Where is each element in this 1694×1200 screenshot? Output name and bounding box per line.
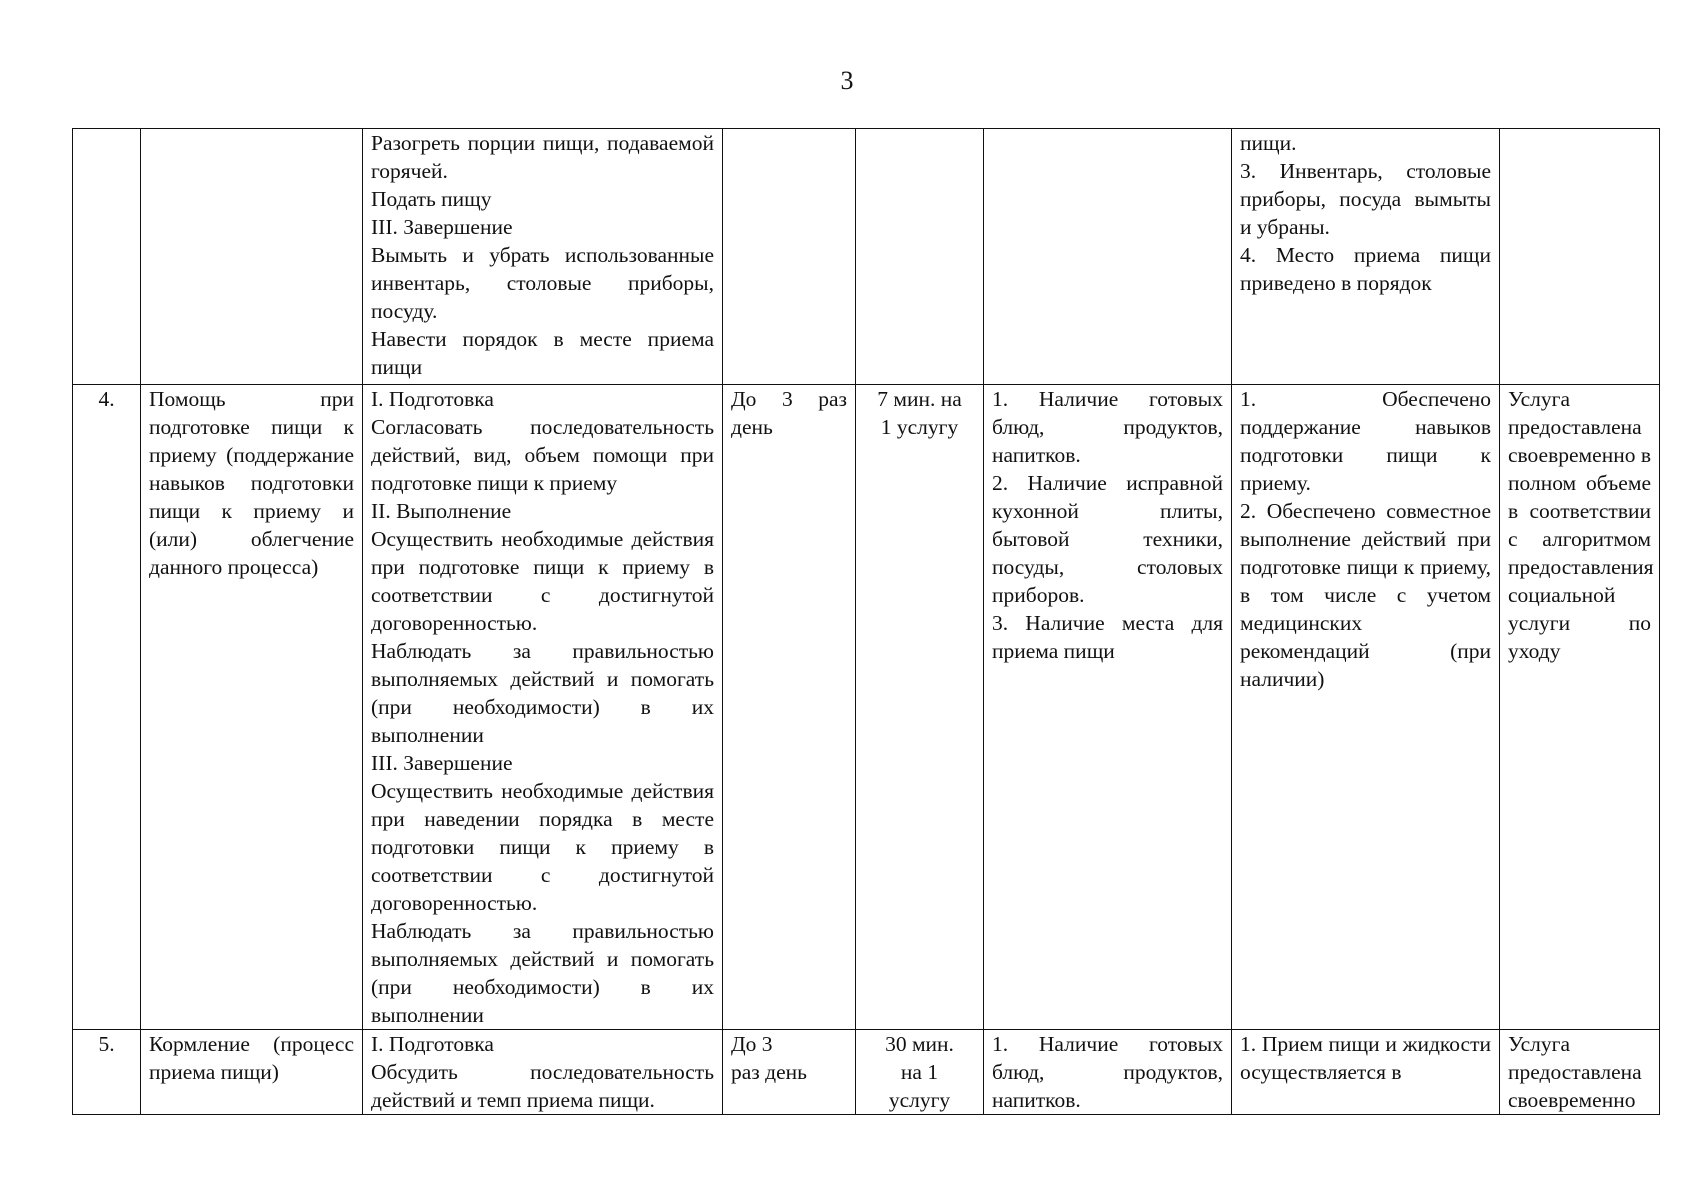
frequency-cell: [723, 129, 856, 385]
service-name-cell: Кормление (процесс приема пищи): [141, 1030, 363, 1115]
time-cell: 7 мин. на 1 услугу: [856, 385, 984, 1030]
evaluation-cell: [1500, 129, 1660, 385]
evaluation-cell: Услуга предоставлена своевременно в полном объеме в соответствии с алгоритмом предоставления социальной услуги по уходу: [1500, 385, 1660, 1030]
algorithm-cell: I. Подготовка Обсудить последовательность действий и темп приема пищи.: [363, 1030, 723, 1115]
table-row: [73, 1030, 1660, 1115]
service-name-cell: Помощь при подготовке пищи к приему (поддержание навыков подготовки пищи к приему и (или) облегчение данного процесса): [141, 385, 363, 1030]
results-cell: 1. Прием пищи и жидкости осуществляется в: [1232, 1030, 1500, 1115]
page-number: 3: [840, 66, 854, 95]
services-table: [72, 128, 1660, 1115]
results-cell: пищи. 3. Инвентарь, столовые приборы, посуда вымыты и убраны. 4. Место приема пищи приведено в порядок: [1232, 129, 1500, 385]
row-number-cell: 4.: [73, 385, 141, 1030]
time-cell: 30 мин. на 1 услугу: [856, 1030, 984, 1115]
service-name-cell: [141, 129, 363, 385]
conditions-cell: [984, 129, 1232, 385]
frequency-cell: До 3 раз день: [723, 385, 856, 1030]
algorithm-cell: Разогреть порции пищи, подаваемой горячей. Подать пищу III. Завершение Вымыть и убрать использованные инвентарь, столовые приборы, посуду. Навести порядок в месте приема пищи: [363, 129, 723, 385]
algorithm-cell: I. Подготовка Согласовать последовательность действий, вид, объем помощи при подготовке пищи к приему II. Выполнение Осуществить необходимые действия при подготовке пищи к приему в соответствии с достигнутой договоренностью. Наблюдать за правильностью выполняемых действий и помогать (при необходимости) в их выполнении III. Завершение Осуществить необходимые действия при наведении порядка в месте подготовки пищи к приему в соответствии с достигнутой договоренностью. Наблюдать за правильностью выполняемых действий и помогать (при необходимости) в их выполнении: [363, 385, 723, 1030]
conditions-cell: 1. Наличие готовых блюд, продуктов, напитков. 2. Наличие исправной кухонной плиты, бытовой техники, посуды, столовых приборов. 3. Наличие места для приема пищи: [984, 385, 1232, 1030]
row-number-cell: [73, 129, 141, 385]
conditions-cell: 1. Наличие готовых блюд, продуктов, напитков.: [984, 1030, 1232, 1115]
row-number-cell: 5.: [73, 1030, 141, 1115]
table-row: [73, 129, 1660, 385]
frequency-cell: До 3 раз день: [723, 1030, 856, 1115]
results-cell: 1. Обеспечено поддержание навыков подготовки пищи к приему. 2. Обеспечено совместное выполнение действий при подготовке пищи к приему, в том числе с учетом медицинских рекомендаций (при наличии): [1232, 385, 1500, 1030]
table-row: [73, 385, 1660, 1030]
evaluation-cell: Услуга предоставлена своевременно: [1500, 1030, 1660, 1115]
time-cell: [856, 129, 984, 385]
